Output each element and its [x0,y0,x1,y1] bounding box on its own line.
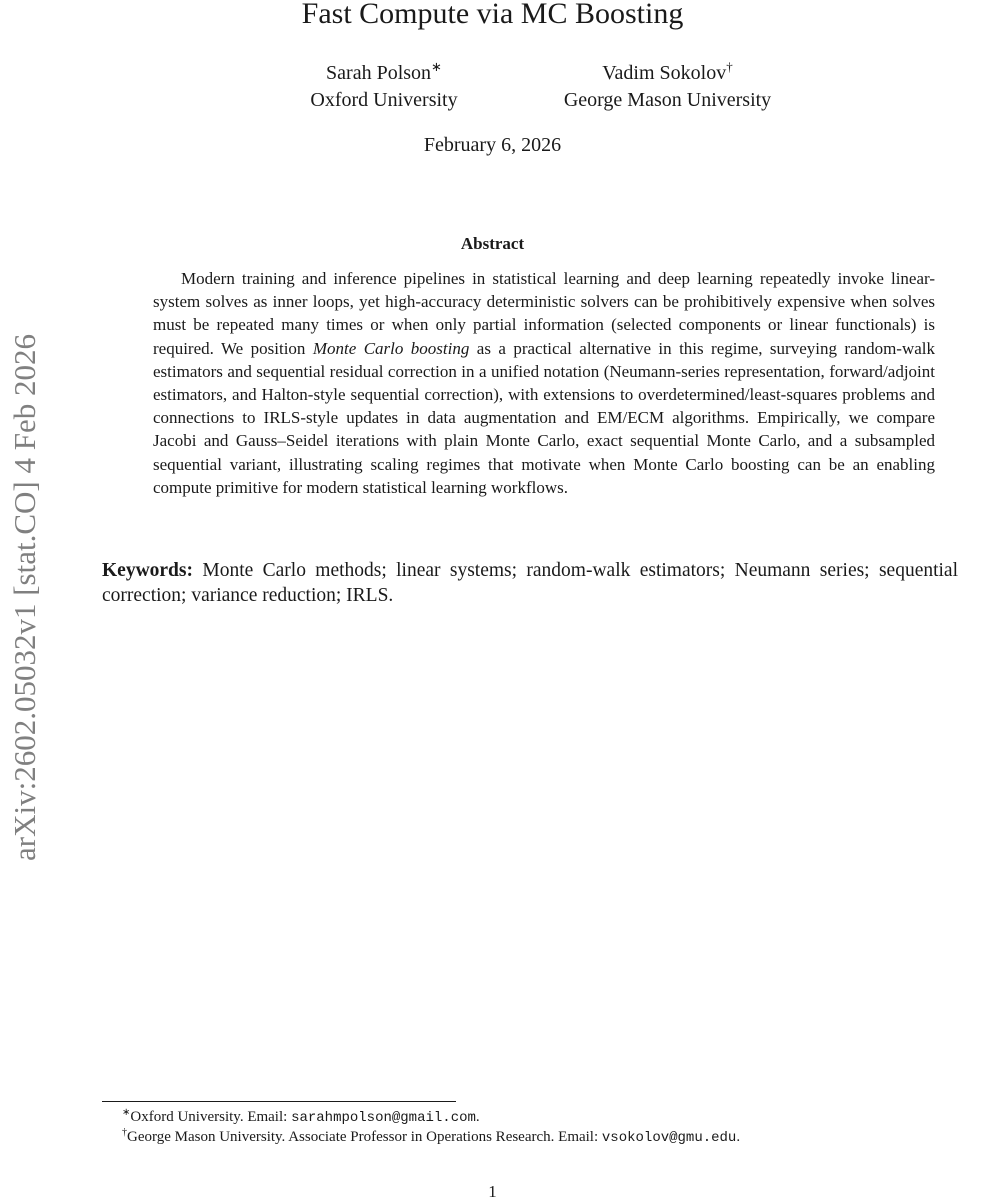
author-block-sokolov [540,60,795,114]
arxiv-identifier-stamp: arXiv:2602.05032v1 [stat.CO] 4 Feb 2026 [7,334,42,861]
publication-date: February 6, 2026 [423,134,562,156]
footnote-email[interactable]: vsokolov@gmu.edu [601,1130,737,1146]
author-footnote-mark: ∗ [431,59,442,74]
abstract-heading: Abstract [460,234,525,253]
footnote-mark: ∗ [122,1107,131,1118]
abstract-text: Modern training and inference pipelines in statistical learning and deep learning repeatedly invoke linear-system solves as inner loops, yet high-accuracy deterministic solvers can be prohibitively expensive when solves must be repeated many times or when only partial information (selected components or linear functionals) is required. We position [153,269,935,358]
author-footnote-mark: † [726,59,733,74]
abstract-text: as a practical alternative in this regime, surveying random-walk estimators and sequential residual correction in a unified notation (Neumann-series representation, forward/adjoint estimators, and Halton-style sequential correction), with extensions to overdetermined/least-squares problems and connections to IRLS-style updates in data augmentation and EM/ECM algorithms. Empirically, we compare Jacobi and Gauss–Seidel iterations with plain Monte Carlo, exact sequential Monte Carlo, and a subsampled sequential variant, illustrating scaling regimes that motivate when Monte Carlo boosting can be an enabling compute primitive for modern statistical learning workflows. [153,338,936,497]
footnote-polson [122,1107,942,1128]
author-block-polson [283,60,485,114]
keywords-section [102,558,958,608]
footnote-end: . [475,1109,480,1125]
author-name: Sarah Polson [326,62,432,84]
keywords-list: Monte Carlo methods; linear systems; random-walk estimators; Neumann series; sequential correction; variance reduction; IRLS. [102,560,959,606]
author-name-line [283,60,485,87]
footnote-divider [102,1101,456,1102]
footnote-text: Oxford University. Email: [130,1109,292,1125]
keywords-label: Keywords: [102,560,193,581]
footnote-mark: † [122,1127,127,1138]
page-number: 1 [488,1182,497,1201]
abstract-body [153,267,935,499]
author-affiliation: George Mason University [563,89,772,111]
author-name: Vadim Sokolov [602,62,727,84]
footnote-end: . [736,1129,741,1145]
footnote-sokolov [122,1127,942,1148]
author-affiliation: Oxford University [310,89,458,111]
footnote-text: George Mason University. Associate Professor in Operations Research. Email: [127,1129,602,1145]
footnote-email[interactable]: sarahmpolson@gmail.com [291,1110,476,1126]
author-name-line [540,60,795,87]
paper-title: Fast Compute via MC Boosting [301,0,684,30]
abstract-emphasis: Monte Carlo boosting [312,338,470,358]
